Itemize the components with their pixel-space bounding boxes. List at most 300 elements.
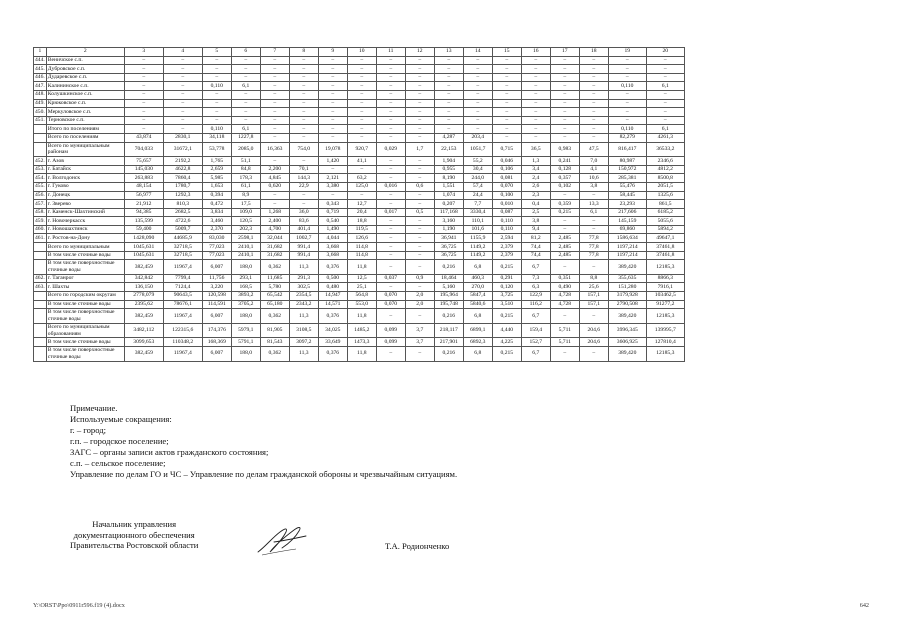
value-cell: – xyxy=(492,99,521,108)
value-cell: 0,343 xyxy=(318,200,347,209)
column-header: 7 xyxy=(260,48,289,57)
value-cell: 1051,7 xyxy=(463,142,492,157)
value-cell: 0,362 xyxy=(260,260,289,275)
row-label-cell: В том числе поверхностные сточные воды xyxy=(46,309,124,324)
value-cell: 61,1 xyxy=(231,182,260,191)
value-cell: 178,3 xyxy=(231,174,260,183)
value-cell: 36,725 xyxy=(434,251,463,260)
value-cell: 0,983 xyxy=(550,142,579,157)
column-header: 14 xyxy=(463,48,492,57)
value-cell: 6,1 xyxy=(646,82,684,91)
value-cell: 810,3 xyxy=(163,200,202,209)
value-cell: 59,400 xyxy=(124,225,163,234)
value-cell: 2395,62 xyxy=(124,300,163,309)
value-cell: 389,420 xyxy=(608,260,646,275)
value-cell: – xyxy=(608,108,646,117)
value-cell: 36,941 xyxy=(434,234,463,243)
position-line: Начальник управления xyxy=(92,519,177,529)
value-cell: – xyxy=(434,82,463,91)
value-cell: 188,0 xyxy=(231,260,260,275)
row-label-cell: г. Батайск xyxy=(46,165,124,174)
value-cell: – xyxy=(579,108,608,117)
value-cell: 101,6 xyxy=(463,225,492,234)
value-cell: 12185,3 xyxy=(646,347,684,362)
data-table xyxy=(33,47,685,362)
value-cell: 2682,5 xyxy=(163,208,202,217)
table-row xyxy=(34,191,685,200)
value-cell: – xyxy=(492,82,521,91)
row-number-cell xyxy=(34,260,47,275)
row-number-cell: 463. xyxy=(35,283,45,290)
value-cell: 0,394 xyxy=(202,191,231,200)
value-cell: 77,023 xyxy=(202,251,231,260)
value-cell: 3,7 xyxy=(405,323,434,338)
value-cell: – xyxy=(260,108,289,117)
value-cell: 11,3 xyxy=(289,309,318,324)
value-cell: 6,7 xyxy=(521,260,550,275)
value-cell: – xyxy=(289,82,318,91)
value-cell: – xyxy=(376,260,405,275)
value-cell: – xyxy=(318,133,347,142)
value-cell: 0,017 xyxy=(376,208,405,217)
value-cell: 0,110 xyxy=(608,125,646,134)
value-cell: 5847,4 xyxy=(463,292,492,301)
value-cell: – xyxy=(376,99,405,108)
position-line: документационного обеспечения xyxy=(73,529,195,540)
column-header: 2 xyxy=(46,48,124,57)
value-cell: – xyxy=(231,65,260,74)
value-cell: – xyxy=(405,260,434,275)
value-cell: 36,0 xyxy=(289,208,318,217)
value-cell: – xyxy=(289,56,318,65)
value-cell: – xyxy=(202,99,231,108)
value-cell: 1,268 xyxy=(260,208,289,217)
value-cell: 3,8 xyxy=(521,217,550,226)
value-cell: 0,359 xyxy=(550,200,579,209)
value-cell: 2192,2 xyxy=(163,157,202,166)
row-label-cell: г. Волгодонск xyxy=(46,174,124,183)
row-number-cell: 451. xyxy=(35,117,45,124)
table-row xyxy=(34,182,685,191)
value-cell: 2,485 xyxy=(550,243,579,252)
value-cell: 0,376 xyxy=(318,347,347,362)
value-cell: 77,8 xyxy=(579,251,608,260)
value-cell: 2598,1 xyxy=(231,234,260,243)
value-cell: – xyxy=(579,347,608,362)
row-label-cell: В том числе сточные воды xyxy=(46,300,124,309)
value-cell: – xyxy=(260,200,289,209)
file-path: Y:\ORST\Ppo\0911r596.f19 (4).docx xyxy=(33,602,125,609)
value-cell: – xyxy=(405,251,434,260)
value-cell: – xyxy=(347,82,376,91)
value-cell: 389,420 xyxy=(608,347,646,362)
value-cell: – xyxy=(646,90,684,99)
value-cell: 0,6 xyxy=(405,182,434,191)
value-cell: – xyxy=(289,200,318,209)
value-cell: – xyxy=(405,56,434,65)
row-label-cell: Веничское с.п. xyxy=(46,56,124,65)
value-cell: 32718,5 xyxy=(163,251,202,260)
column-header: 4 xyxy=(163,48,202,57)
value-cell: – xyxy=(550,260,579,275)
table-row xyxy=(34,108,685,117)
value-cell: 4261,3 xyxy=(646,133,684,142)
row-label-cell: Меркуловское с.п. xyxy=(46,108,124,117)
row-label-cell: г. Зверево xyxy=(46,200,124,209)
value-cell: – xyxy=(163,82,202,91)
value-cell: – xyxy=(550,56,579,65)
value-cell: 7,7 xyxy=(463,200,492,209)
value-cell: – xyxy=(405,283,434,292)
row-label-cell: В том числе сточные воды xyxy=(46,251,124,260)
value-cell: – xyxy=(260,133,289,142)
table-row xyxy=(34,82,685,91)
value-cell: 6,8 xyxy=(463,260,492,275)
value-cell: – xyxy=(376,125,405,134)
value-cell: – xyxy=(550,133,579,142)
value-cell: 188,0 xyxy=(231,347,260,362)
table-row xyxy=(34,323,685,338)
value-cell: – xyxy=(405,90,434,99)
value-cell: 188,0 xyxy=(231,309,260,324)
value-cell: – xyxy=(376,191,405,200)
value-cell: – xyxy=(318,82,347,91)
value-cell: – xyxy=(289,157,318,166)
value-cell: – xyxy=(163,125,202,134)
value-cell: 34,118 xyxy=(202,133,231,142)
value-cell: 1,190 xyxy=(434,225,463,234)
column-header: 19 xyxy=(608,48,646,57)
value-cell: – xyxy=(646,116,684,125)
table-row xyxy=(34,165,685,174)
value-cell: 302,5 xyxy=(289,283,318,292)
value-cell: 2343,2 xyxy=(289,300,318,309)
row-number-cell: 459. xyxy=(35,217,45,224)
value-cell: 18,464 xyxy=(434,274,463,283)
value-cell: 145,159 xyxy=(608,217,646,226)
value-cell: – xyxy=(405,347,434,362)
value-cell: 564,8 xyxy=(347,292,376,301)
table-row xyxy=(34,90,685,99)
value-cell: 19,078 xyxy=(318,142,347,157)
value-cell: 7,3 xyxy=(521,274,550,283)
value-cell: – xyxy=(260,90,289,99)
value-cell: – xyxy=(376,116,405,125)
column-header: 15 xyxy=(492,48,521,57)
table-row xyxy=(34,116,685,125)
value-cell: 81,543 xyxy=(260,338,289,347)
value-cell: 43,874 xyxy=(124,133,163,142)
value-cell: – xyxy=(347,65,376,74)
row-label-cell: Итого по поселениям xyxy=(46,125,124,134)
value-cell: – xyxy=(492,73,521,82)
value-cell: – xyxy=(521,90,550,99)
value-cell: 1149,2 xyxy=(463,243,492,252)
value-cell: 0,215 xyxy=(492,309,521,324)
value-cell: – xyxy=(492,65,521,74)
row-number-cell: 455. xyxy=(35,183,45,190)
value-cell: – xyxy=(405,225,434,234)
value-cell: 75,657 xyxy=(124,157,163,166)
signer-position xyxy=(70,519,198,551)
value-cell: 2,594 xyxy=(492,234,521,243)
column-header: 10 xyxy=(347,48,376,57)
value-cell: – xyxy=(492,133,521,142)
note-line: г.п. – городское поселение; xyxy=(70,436,169,446)
value-cell: 3,8 xyxy=(579,182,608,191)
value-cell: 74,4 xyxy=(521,243,550,252)
value-cell: 1325,6 xyxy=(646,191,684,200)
value-cell: 12185,3 xyxy=(646,260,684,275)
value-cell: 920,7 xyxy=(347,142,376,157)
value-cell: 1,490 xyxy=(318,225,347,234)
value-cell: – xyxy=(463,125,492,134)
row-label-cell: В том числе поверхностные сточные воды xyxy=(46,260,124,275)
table-row xyxy=(34,217,685,226)
row-label-cell: Колушкинское с.п. xyxy=(46,90,124,99)
value-cell: – xyxy=(550,108,579,117)
value-cell: 82,279 xyxy=(608,133,646,142)
value-cell: – xyxy=(579,90,608,99)
value-cell: 217,901 xyxy=(434,338,463,347)
value-cell: – xyxy=(521,73,550,82)
value-cell: 3,380 xyxy=(318,182,347,191)
value-cell: 0,540 xyxy=(318,217,347,226)
row-label-cell: г. Новочеркасск xyxy=(46,217,124,226)
value-cell: 1045,631 xyxy=(124,243,163,252)
value-cell: 2,6 xyxy=(521,182,550,191)
value-cell: 6,007 xyxy=(202,260,231,275)
value-cell: 6,1 xyxy=(646,125,684,134)
row-number-cell: 458. xyxy=(35,209,45,216)
value-cell: 0,100 xyxy=(492,191,521,200)
row-number-cell: 447. xyxy=(35,82,45,89)
value-cell: – xyxy=(579,125,608,134)
value-cell: 0,216 xyxy=(434,260,463,275)
value-cell: – xyxy=(347,133,376,142)
value-cell: 861,5 xyxy=(646,200,684,209)
value-cell: 217,606 xyxy=(608,208,646,217)
value-cell: 8,9 xyxy=(231,191,260,200)
value-cell: 1292,3 xyxy=(163,191,202,200)
value-cell: 41,1 xyxy=(347,157,376,166)
value-cell: 1485,2 xyxy=(347,323,376,338)
value-cell: – xyxy=(550,65,579,74)
value-cell: 263,883 xyxy=(124,174,163,183)
value-cell: – xyxy=(289,116,318,125)
value-cell: 1197,214 xyxy=(608,251,646,260)
row-label-cell: Всего по городским округам xyxy=(46,292,124,301)
value-cell: 2790,508 xyxy=(608,300,646,309)
value-cell: 991,4 xyxy=(289,243,318,252)
value-cell: 2,485 xyxy=(550,251,579,260)
value-cell: – xyxy=(376,157,405,166)
value-cell: – xyxy=(608,56,646,65)
value-cell: 754,0 xyxy=(289,142,318,157)
value-cell: 136,150 xyxy=(124,283,163,292)
value-cell: 25,1 xyxy=(347,283,376,292)
value-cell: 122,9 xyxy=(521,292,550,301)
value-cell: – xyxy=(124,116,163,125)
value-cell: 3893,2 xyxy=(231,292,260,301)
value-cell: – xyxy=(124,56,163,65)
value-cell: – xyxy=(376,73,405,82)
position-line: Правительства Ростовской области xyxy=(70,540,199,550)
value-cell: – xyxy=(260,73,289,82)
value-cell: 1,3 xyxy=(521,157,550,166)
value-cell: – xyxy=(434,99,463,108)
column-header: 12 xyxy=(405,48,434,57)
value-cell: 6892,3 xyxy=(463,338,492,347)
column-header: 1 xyxy=(34,48,47,57)
value-cell: 2346,6 xyxy=(646,157,684,166)
value-cell: 0,5 xyxy=(405,208,434,217)
value-cell: 6,007 xyxy=(202,347,231,362)
column-header: 11 xyxy=(376,48,405,57)
row-label-cell: Дубровское с.п. xyxy=(46,65,124,74)
value-cell: 6,1 xyxy=(231,125,260,134)
value-cell: – xyxy=(202,108,231,117)
value-cell: – xyxy=(521,56,550,65)
value-cell: 31,682 xyxy=(260,243,289,252)
value-cell: – xyxy=(646,56,684,65)
value-cell: – xyxy=(550,73,579,82)
value-cell: – xyxy=(202,73,231,82)
value-cell: 31672,1 xyxy=(163,142,202,157)
value-cell: 5894,2 xyxy=(646,225,684,234)
row-number-cell: 454. xyxy=(35,174,45,181)
value-cell: 80,987 xyxy=(608,157,646,166)
value-cell: 78676,1 xyxy=(163,300,202,309)
column-header: 6 xyxy=(231,48,260,57)
table-row xyxy=(34,174,685,183)
note-line: г. – город; xyxy=(70,425,107,435)
row-number-cell xyxy=(34,323,47,338)
column-header: 16 xyxy=(521,48,550,57)
value-cell: – xyxy=(289,90,318,99)
value-cell: – xyxy=(124,90,163,99)
column-header: 5 xyxy=(202,48,231,57)
column-header: 18 xyxy=(579,48,608,57)
value-cell: – xyxy=(579,82,608,91)
value-cell: 34,025 xyxy=(318,323,347,338)
value-cell: 0,9 xyxy=(405,274,434,283)
row-label-cell: г. Новошахтинск xyxy=(46,225,124,234)
value-cell: – xyxy=(318,65,347,74)
value-cell: 51,1 xyxy=(231,157,260,166)
note-line: ЗАГС – органы записи актов гражданского состояния; xyxy=(70,447,269,457)
value-cell: – xyxy=(405,108,434,117)
value-cell: 3099,653 xyxy=(124,338,163,347)
value-cell: 159,4 xyxy=(521,323,550,338)
value-cell: 23,293 xyxy=(608,200,646,209)
value-cell: – xyxy=(550,225,579,234)
value-cell: 270,0 xyxy=(463,283,492,292)
value-cell: 12,7 xyxy=(347,200,376,209)
value-cell: – xyxy=(463,82,492,91)
value-cell: 14,571 xyxy=(318,300,347,309)
value-cell: 47,5 xyxy=(579,142,608,157)
value-cell: 0,480 xyxy=(318,283,347,292)
value-cell: 5,711 xyxy=(550,323,579,338)
note-line: Управление по делам ГО и ЧС – Управление по делам гражданской обороны и чрезвычайным ситуациям. xyxy=(70,469,458,479)
value-cell: 90643,5 xyxy=(163,292,202,301)
value-cell: – xyxy=(163,116,202,125)
row-number-cell: 450. xyxy=(35,108,45,115)
value-cell: 3,510 xyxy=(492,300,521,309)
value-cell: – xyxy=(124,125,163,134)
value-cell: 2,379 xyxy=(492,243,521,252)
value-cell: – xyxy=(550,99,579,108)
value-cell: 1149,2 xyxy=(463,251,492,260)
value-cell: – xyxy=(405,157,434,166)
value-cell: 3,7 xyxy=(405,338,434,347)
row-label-cell: Всего по муниципальным образованиям xyxy=(46,323,124,338)
value-cell: 11,685 xyxy=(260,274,289,283)
value-cell: – xyxy=(405,99,434,108)
value-cell: 0,362 xyxy=(260,347,289,362)
value-cell: 5,711 xyxy=(550,338,579,347)
value-cell: 5055,6 xyxy=(646,217,684,226)
value-cell: – xyxy=(646,73,684,82)
value-cell: 33,649 xyxy=(318,338,347,347)
value-cell: – xyxy=(289,125,318,134)
value-cell: 36,5 xyxy=(521,142,550,157)
table-row xyxy=(34,157,685,166)
value-cell: 0,099 xyxy=(376,323,405,338)
value-cell: 1428,090 xyxy=(124,234,163,243)
value-cell: 4,845 xyxy=(260,174,289,183)
value-cell: 11967,4 xyxy=(163,260,202,275)
value-cell: – xyxy=(405,200,434,209)
value-cell: 7860,4 xyxy=(163,174,202,183)
value-cell: – xyxy=(579,56,608,65)
value-cell: 2,4 xyxy=(521,174,550,183)
value-cell: 202,3 xyxy=(231,225,260,234)
table-row xyxy=(34,338,685,347)
value-cell: – xyxy=(260,99,289,108)
value-cell: – xyxy=(608,65,646,74)
row-number-cell: 457. xyxy=(35,200,45,207)
value-cell: – xyxy=(231,90,260,99)
value-cell: 11,3 xyxy=(289,260,318,275)
value-cell: 8866,3 xyxy=(646,274,684,283)
value-cell: – xyxy=(405,234,434,243)
row-label-cell: г. Шахты xyxy=(46,283,124,292)
value-cell: – xyxy=(434,90,463,99)
row-label-cell: В том числе сточные воды xyxy=(46,338,124,347)
table-row xyxy=(34,347,685,362)
value-cell: – xyxy=(463,73,492,82)
value-cell: 168,5 xyxy=(231,283,260,292)
value-cell: – xyxy=(376,309,405,324)
row-label-cell: Терновское с.п. xyxy=(46,116,124,125)
value-cell: 2778,079 xyxy=(124,292,163,301)
value-cell: – xyxy=(405,243,434,252)
value-cell: – xyxy=(376,217,405,226)
value-cell: – xyxy=(347,90,376,99)
value-cell: 0,241 xyxy=(550,157,579,166)
column-header: 9 xyxy=(318,48,347,57)
value-cell: 8,8 xyxy=(579,274,608,283)
value-cell: 5009,7 xyxy=(163,225,202,234)
value-cell: 116,2 xyxy=(521,300,550,309)
column-header: 13 xyxy=(434,48,463,57)
value-cell: 56,977 xyxy=(124,191,163,200)
row-number-cell xyxy=(34,347,47,362)
value-cell: – xyxy=(202,90,231,99)
value-cell: 3,160 xyxy=(434,217,463,226)
